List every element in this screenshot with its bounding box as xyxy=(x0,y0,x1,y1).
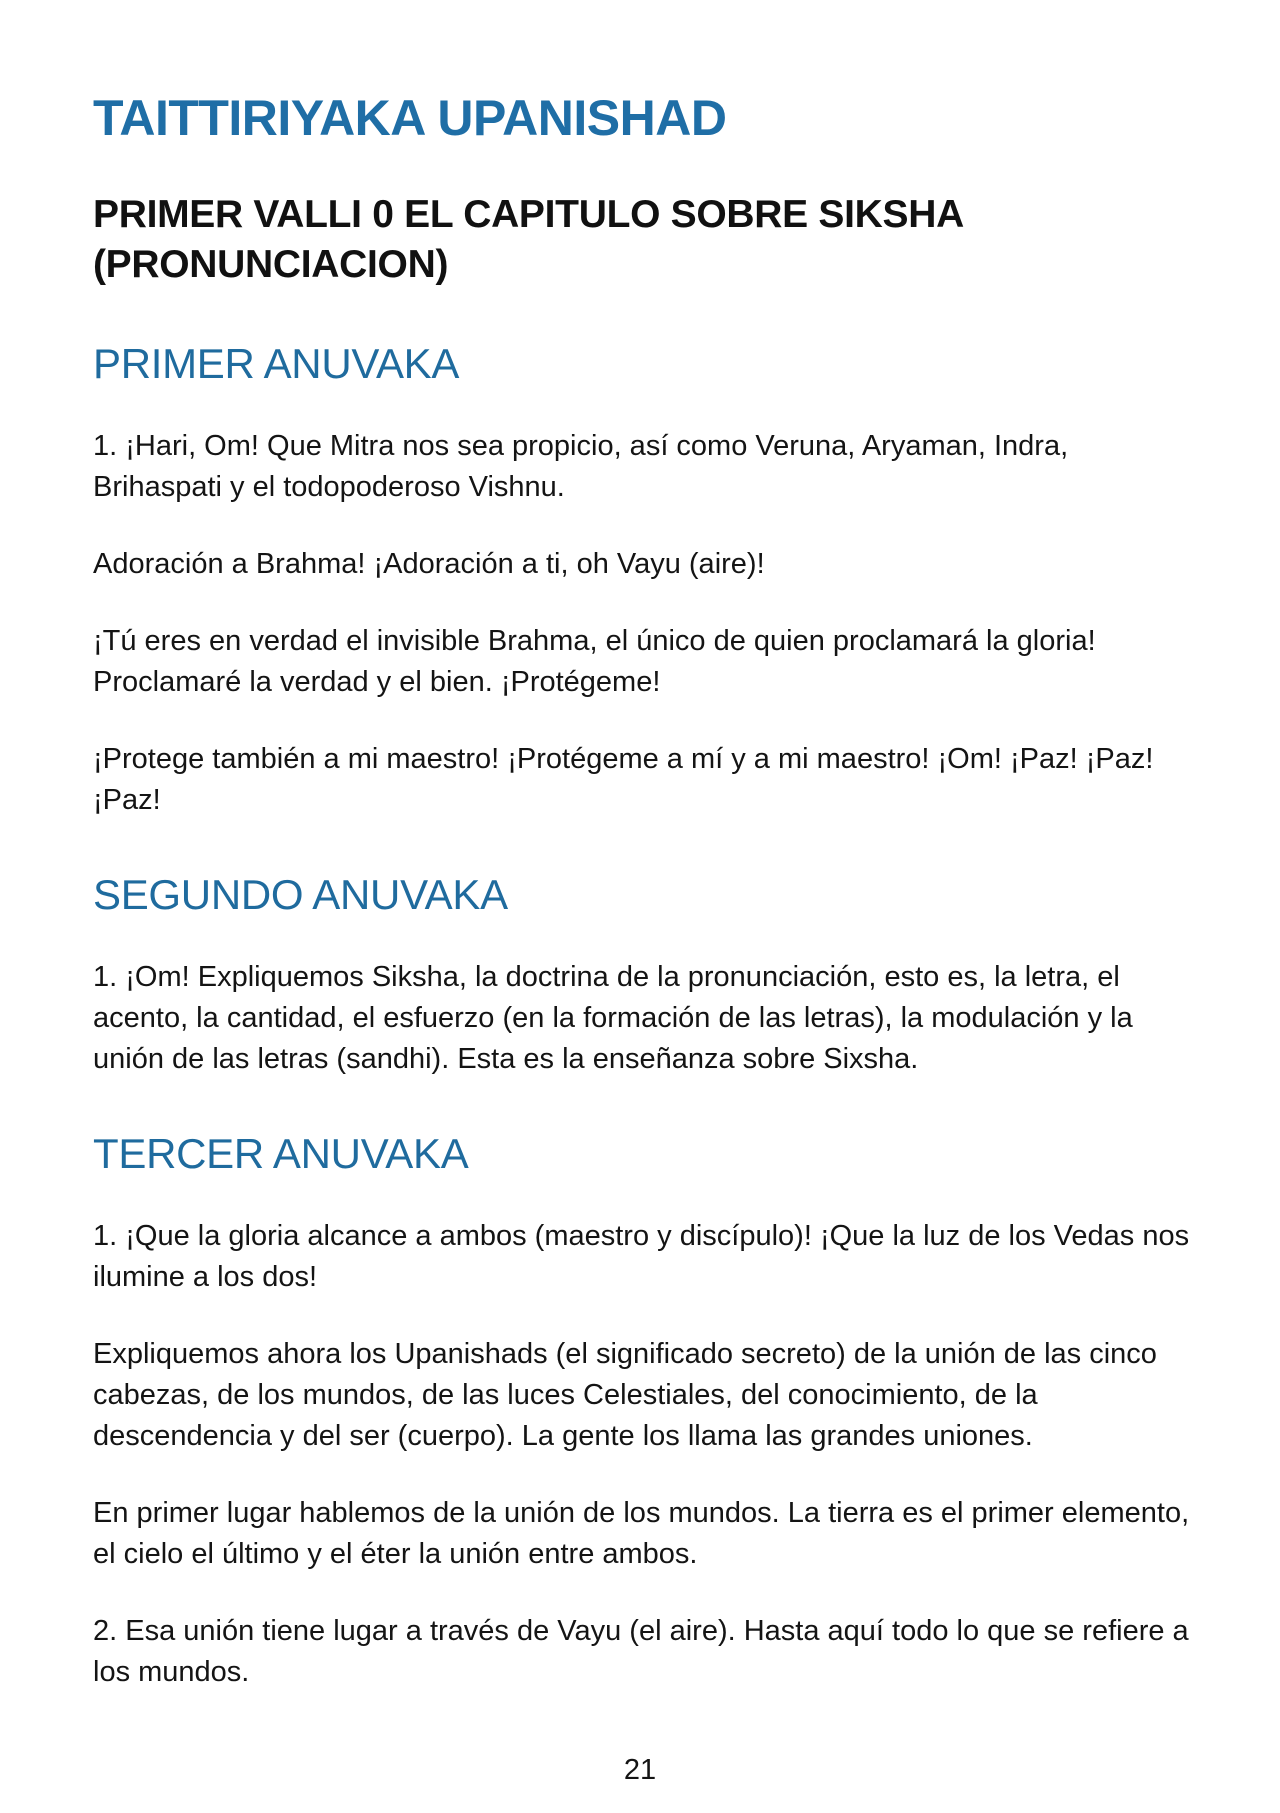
paragraph: Adoración a Brahma! ¡Adoración a ti, oh Vayu (aire)! xyxy=(93,548,765,580)
chapter-title: PRIMER VALLI 0 EL CAPITULO SOBRE SIKSHA (PRONUNCIACION) xyxy=(93,193,963,286)
paragraph: Expliquemos ahora los Upanishads (el significado secreto) de la unión de las cinco cabezas, de los mundos, de las luces Celestiales, del conocimiento, de la descendencia y del ser (cuerpo). La gente los llama las grandes uniones. xyxy=(93,1338,1157,1452)
document-title: TAITTIRIYAKA UPANISHAD xyxy=(93,90,727,146)
paragraph: ¡Protege también a mi maestro! ¡Protégeme a mí y a mi maestro! ¡Om! ¡Paz! ¡Paz! ¡Paz! xyxy=(93,743,1154,816)
paragraph: 1. ¡Que la gloria alcance a ambos (maestro y discípulo)! ¡Que la luz de los Vedas nos ilumine a los dos! xyxy=(93,1220,1190,1293)
paragraph: 1. ¡Om! Expliquemos Siksha, la doctrina de la pronunciación, esto es, la letra, el acento, la cantidad, el esfuerzo (en la formación de las letras), la modulación y la unión de las letras (sandhi). Esta es la enseñanza sobre Sixsha. xyxy=(93,961,1133,1075)
section-heading: PRIMER ANUVAKA xyxy=(93,340,460,387)
paragraph: En primer lugar hablemos de la unión de los mundos. La tierra es el primer elemento, el cielo el último y el éter la unión entre ambos. xyxy=(93,1497,1190,1570)
paragraph: ¡Tú eres en verdad el invisible Brahma, el único de quien proclamará la gloria! Proclamaré la verdad y el bien. ¡Protégeme! xyxy=(93,625,1096,698)
paragraph: 1. ¡Hari, Om! Que Mitra nos sea propicio, así como Veruna, Aryaman, Indra, Brihaspati y el todopoderoso Vishnu. xyxy=(93,430,1069,503)
section-primer-anuvaka xyxy=(93,338,1193,821)
document-page xyxy=(93,88,1193,1693)
section-tercer-anuvaka xyxy=(93,1128,1193,1693)
section-heading: SEGUNDO ANUVAKA xyxy=(93,871,508,918)
section-segundo-anuvaka xyxy=(93,869,1193,1080)
section-heading: TERCER ANUVAKA xyxy=(93,1130,469,1177)
paragraph: 2. Esa unión tiene lugar a través de Vayu (el aire). Hasta aquí todo lo que se refiere a los mundos. xyxy=(93,1615,1189,1688)
page-number: 21 xyxy=(623,1754,657,1786)
